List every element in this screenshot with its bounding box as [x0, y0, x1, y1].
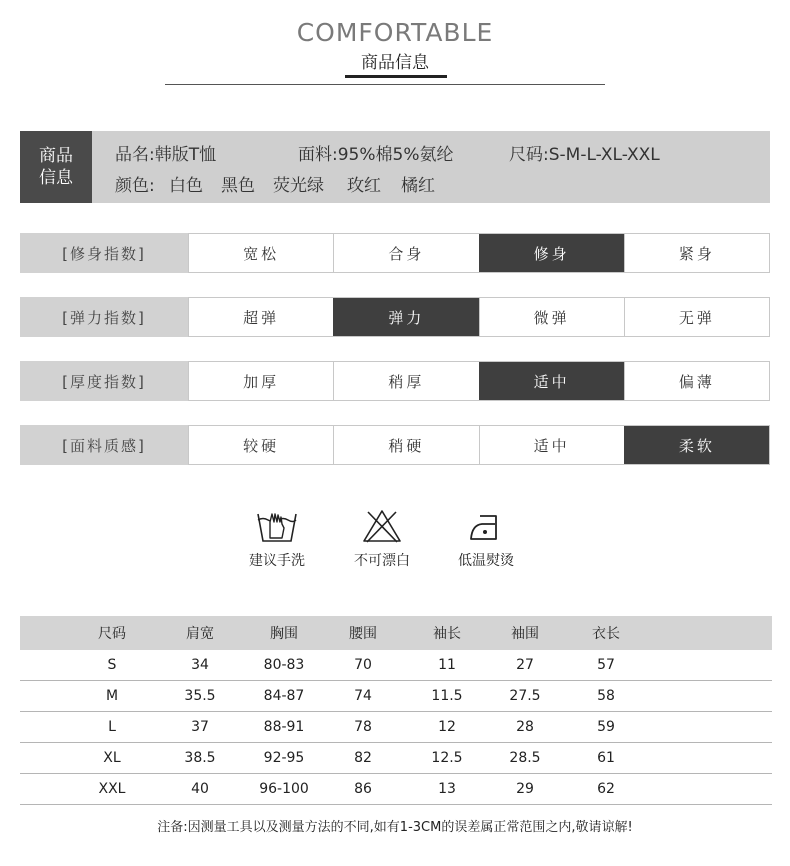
- table-row: [20, 650, 772, 681]
- care-hand-wash: [232, 508, 322, 570]
- table-cell: 57: [597, 657, 615, 673]
- scale-option: 合身: [333, 234, 478, 272]
- scale-option: 宽松: [189, 234, 333, 272]
- scale-texture: [20, 425, 770, 465]
- table-cell: 29: [516, 781, 534, 797]
- column-header: 袖围: [511, 626, 539, 642]
- care-label: 不可漂白: [354, 553, 410, 569]
- section-subtitle: 商品信息: [361, 53, 429, 73]
- scale-options: [188, 425, 770, 465]
- table-cell: 62: [597, 781, 615, 797]
- table-cell: M: [105, 688, 119, 704]
- table-cell: 35.5: [184, 688, 216, 704]
- table-cell: 12: [438, 719, 456, 735]
- table-cell: 37: [191, 719, 209, 735]
- hand-wash-icon: [255, 508, 299, 544]
- table-cell: 13: [438, 781, 456, 797]
- table-cell: 28: [516, 719, 534, 735]
- table-cell: 11.5: [431, 688, 463, 704]
- size-table: [20, 616, 772, 805]
- product-color: 黑色: [221, 176, 255, 196]
- scale-option: 修身: [479, 234, 624, 272]
- product-color: 荧光绿: [273, 176, 324, 196]
- product-info-panel: [20, 131, 770, 203]
- scale-label: [面料质感]: [20, 425, 188, 465]
- scale-option: 柔软: [624, 426, 769, 464]
- scale-option: 超弹: [189, 298, 333, 336]
- table-cell: 74: [354, 688, 372, 704]
- table-cell: 70: [354, 657, 372, 673]
- scale-thickness: [20, 361, 770, 401]
- product-sizes: 尺码:S-M-L-XL-XXL: [509, 145, 660, 165]
- column-header: 肩宽: [186, 626, 214, 642]
- column-header: 胸围: [270, 626, 298, 642]
- table-cell: 40: [191, 781, 209, 797]
- care-no-bleach: [337, 508, 427, 570]
- care-label: 建议手洗: [249, 553, 305, 569]
- header-divider: [165, 84, 605, 85]
- product-color: 橘红: [401, 176, 435, 196]
- measurement-note: 注备:因测量工具以及测量方法的不同,如有1-3CM的误差属正常范围之内,敬请谅解!: [157, 820, 633, 835]
- table-cell: XXL: [98, 781, 126, 797]
- scale-option: 适中: [479, 426, 624, 464]
- table-row: [20, 774, 772, 805]
- scale-option: 稍硬: [333, 426, 478, 464]
- table-cell: 27.5: [509, 688, 541, 704]
- table-cell: 92-95: [263, 750, 305, 766]
- column-header: 袖长: [433, 626, 461, 642]
- product-color: 玫红: [347, 176, 381, 196]
- scale-label: [弹力指数]: [20, 297, 188, 337]
- scale-label: [厚度指数]: [20, 361, 188, 401]
- product-info-tag-line1: 商品: [39, 146, 73, 166]
- care-low-iron: [441, 508, 531, 570]
- scale-option: 紧身: [624, 234, 769, 272]
- size-table-header: [20, 616, 772, 650]
- table-row: [20, 712, 772, 743]
- table-cell: 86: [354, 781, 372, 797]
- scale-fit: [20, 233, 770, 273]
- table-cell: 96-100: [259, 781, 309, 797]
- column-header: 腰围: [349, 626, 377, 642]
- product-info-tag: [20, 131, 92, 203]
- table-row: [20, 681, 772, 712]
- product-colors-label: 颜色:: [115, 176, 155, 196]
- scale-option: 加厚: [189, 362, 333, 400]
- table-cell: 82: [354, 750, 372, 766]
- scale-option: 适中: [479, 362, 624, 400]
- scale-label: [修身指数]: [20, 233, 188, 273]
- table-cell: 78: [354, 719, 372, 735]
- table-cell: 88-91: [263, 719, 305, 735]
- scale-option: 稍厚: [333, 362, 478, 400]
- table-cell: 58: [597, 688, 615, 704]
- title-underline: [345, 75, 447, 78]
- table-cell: 38.5: [184, 750, 216, 766]
- scale-option: 偏薄: [624, 362, 769, 400]
- scale-options: [188, 233, 770, 273]
- table-cell: 34: [191, 657, 209, 673]
- table-cell: 61: [597, 750, 615, 766]
- scale-option: 微弹: [479, 298, 624, 336]
- table-row: [20, 743, 772, 774]
- table-cell: 11: [438, 657, 456, 673]
- no-bleach-icon: [360, 508, 404, 544]
- table-cell: XL: [103, 750, 121, 766]
- scale-options: [188, 297, 770, 337]
- table-cell: L: [108, 719, 116, 735]
- low-iron-icon: [464, 508, 508, 544]
- care-label: 低温熨烫: [458, 553, 514, 569]
- column-header: 尺码: [98, 626, 126, 642]
- table-cell: 84-87: [263, 688, 305, 704]
- scale-elasticity: [20, 297, 770, 337]
- table-cell: S: [107, 657, 117, 673]
- scale-options: [188, 361, 770, 401]
- column-header: 衣长: [592, 626, 620, 642]
- scale-option: 弹力: [333, 298, 478, 336]
- scale-option: 较硬: [189, 426, 333, 464]
- table-cell: 80-83: [263, 657, 305, 673]
- product-info-tag-line2: 信息: [39, 168, 73, 188]
- product-fabric: 面料:95%棉5%氨纶: [298, 145, 454, 165]
- table-cell: 28.5: [509, 750, 541, 766]
- scale-option: 无弹: [624, 298, 769, 336]
- table-cell: 27: [516, 657, 534, 673]
- section-title: COMFORTABLE: [296, 18, 494, 47]
- table-cell: 59: [597, 719, 615, 735]
- table-cell: 12.5: [431, 750, 463, 766]
- product-name: 品名:韩版T恤: [115, 145, 217, 165]
- product-color: 白色: [169, 176, 203, 196]
